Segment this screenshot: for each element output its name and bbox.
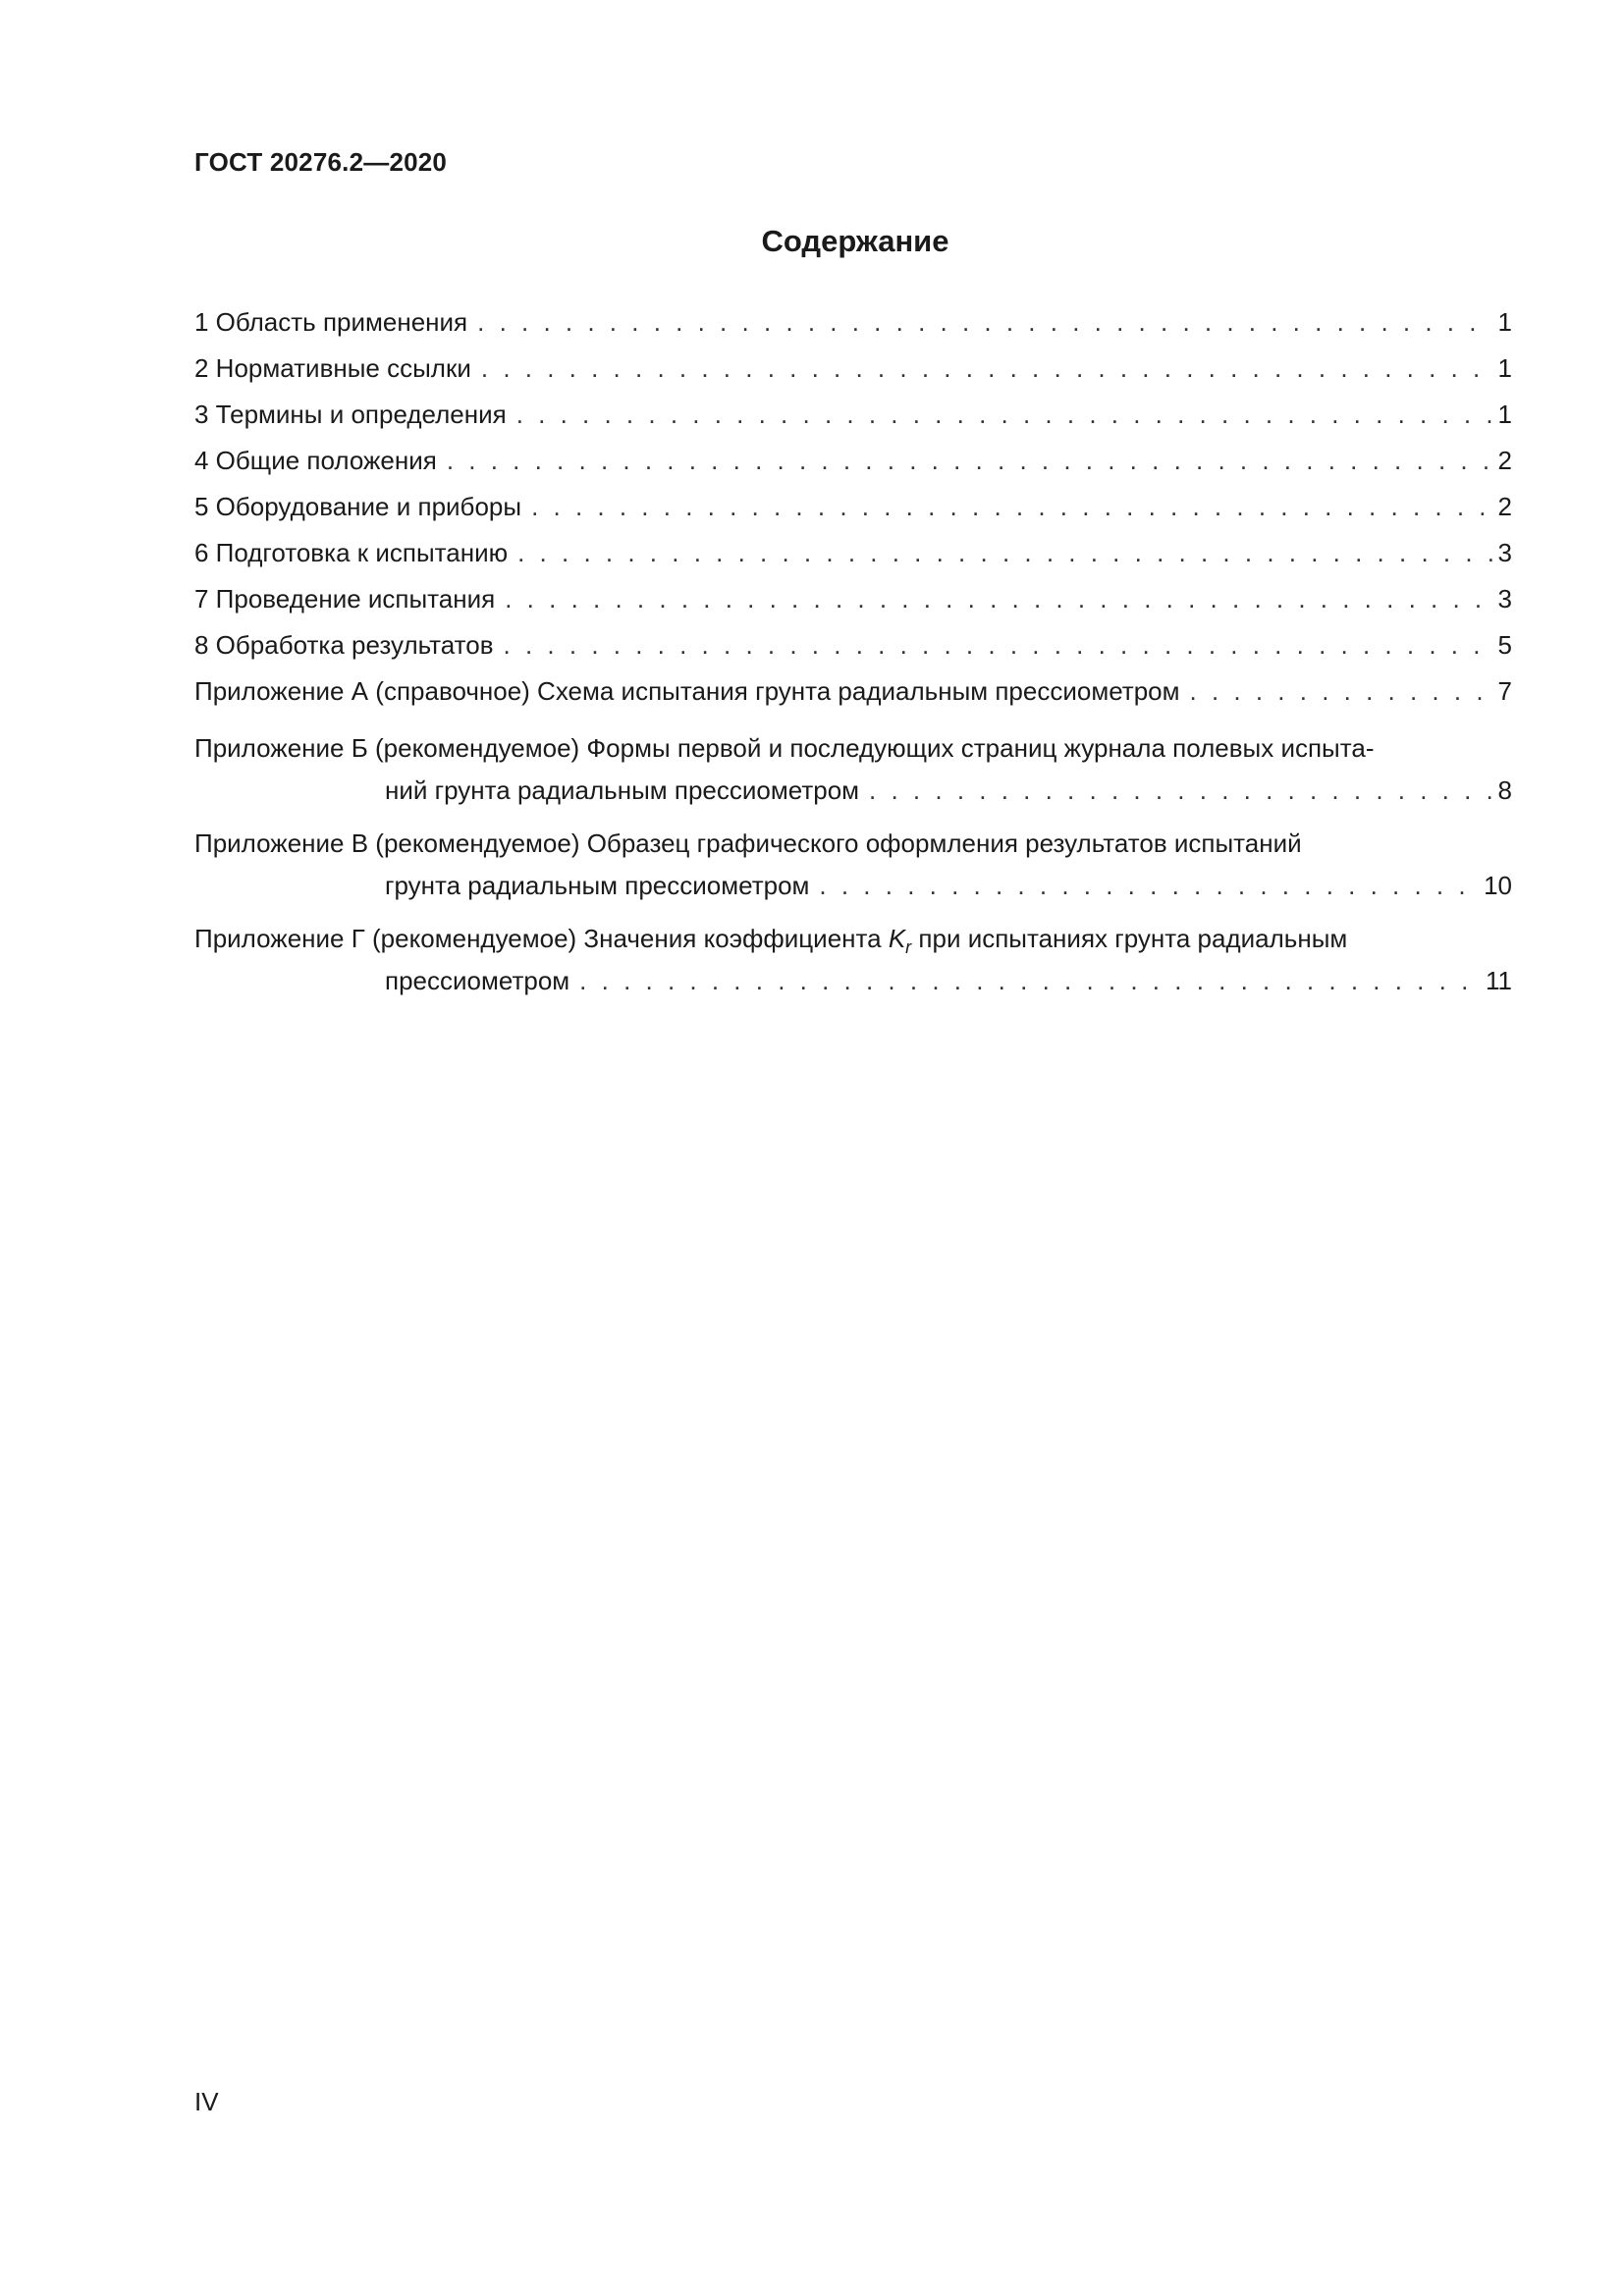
dot-leader <box>481 346 1492 392</box>
dot-leader <box>504 622 1492 668</box>
toc-entry[interactable] <box>194 622 1512 668</box>
toc-entry-page: 2 <box>1497 492 1512 521</box>
toc-entry-title: 2 Нормативные ссылки <box>194 353 471 383</box>
toc-entry[interactable] <box>194 484 1512 530</box>
toc-entry[interactable] <box>194 576 1512 622</box>
toc-entry-page: 5 <box>1497 630 1512 660</box>
toc-entry-appendix-v-line2[interactable] <box>385 866 1512 905</box>
toc-entry-appendix-b-line2[interactable] <box>385 771 1512 810</box>
toc-entry-page: 11 <box>1486 966 1512 995</box>
table-of-contents <box>194 299 1512 1000</box>
dot-leader <box>869 771 1492 810</box>
toc-entry[interactable] <box>194 438 1512 484</box>
toc-entry-title: 5 Оборудование и приборы <box>194 492 522 521</box>
coefficient-symbol: $K_r$ <box>888 924 912 958</box>
toc-entry-page: 8 <box>1497 775 1512 805</box>
dot-leader <box>516 392 1492 438</box>
toc-entry[interactable] <box>194 299 1512 346</box>
toc-entry[interactable] <box>194 346 1512 392</box>
toc-entry-title-continued: грунта радиальным прессиометром <box>385 871 810 900</box>
toc-entry-title: Приложение В (рекомендуемое) Образец графического оформления результатов испытаний <box>194 828 1302 858</box>
toc-entry-title: 4 Общие положения <box>194 446 437 475</box>
toc-entry-title: 1 Область применения <box>194 307 468 337</box>
dot-leader <box>579 961 1480 1000</box>
toc-entry-title-continued: ний грунта радиальным прессиометром <box>385 775 860 805</box>
toc-entry-title: 3 Термины и определения <box>194 400 507 429</box>
toc-entry-title-part: при испытаниях грунта радиальным <box>918 924 1348 953</box>
toc-entry-title <box>194 919 1347 967</box>
dot-leader <box>477 299 1491 346</box>
toc-entry-page: 1 <box>1497 353 1512 383</box>
toc-entry[interactable] <box>194 392 1512 438</box>
toc-entry-page: 1 <box>1497 307 1512 337</box>
toc-entry-appendix-v-line1[interactable] <box>194 824 1512 863</box>
dot-leader <box>447 438 1492 484</box>
toc-entry-title-part: Приложение Г (рекомендуемое) Значения коэффициента <box>194 924 882 953</box>
toc-entry-page: 10 <box>1484 871 1512 900</box>
toc-entry-title: Приложение Б (рекомендуемое) Формы первой и последующих страниц журнала полевых испыта- <box>194 733 1375 763</box>
dot-leader <box>517 530 1491 576</box>
dot-leader <box>819 866 1478 905</box>
toc-entry-title: 6 Подготовка к испытанию <box>194 538 509 567</box>
toc-entry-title: 8 Обработка результатов <box>194 630 494 660</box>
toc-entry[interactable] <box>194 668 1512 715</box>
toc-entry-appendix-g-line1[interactable] <box>194 919 1512 958</box>
toc-entry-title: Приложение А (справочное) Схема испытания грунта радиальным прессиометром <box>194 676 1180 706</box>
toc-entry-page: 2 <box>1497 446 1512 475</box>
dot-leader <box>1190 668 1492 715</box>
toc-title: Содержание <box>761 224 949 258</box>
document-code: ГОСТ 20276.2—2020 <box>194 147 448 177</box>
toc-entry-appendix-g-line2[interactable] <box>385 961 1512 1000</box>
page-number: IV <box>194 2087 219 2116</box>
toc-entry-page: 3 <box>1497 584 1512 614</box>
toc-entry-page: 7 <box>1497 676 1512 706</box>
dot-leader <box>505 576 1491 622</box>
toc-entry-page: 1 <box>1497 400 1512 429</box>
toc-entry-title: 7 Проведение испытания <box>194 584 496 614</box>
toc-entry-title-continued: прессиометром <box>385 966 570 995</box>
toc-entry-page: 3 <box>1497 538 1512 567</box>
toc-entry-appendix-b-line1[interactable] <box>194 728 1512 768</box>
dot-leader <box>531 484 1491 530</box>
toc-entry[interactable] <box>194 530 1512 576</box>
